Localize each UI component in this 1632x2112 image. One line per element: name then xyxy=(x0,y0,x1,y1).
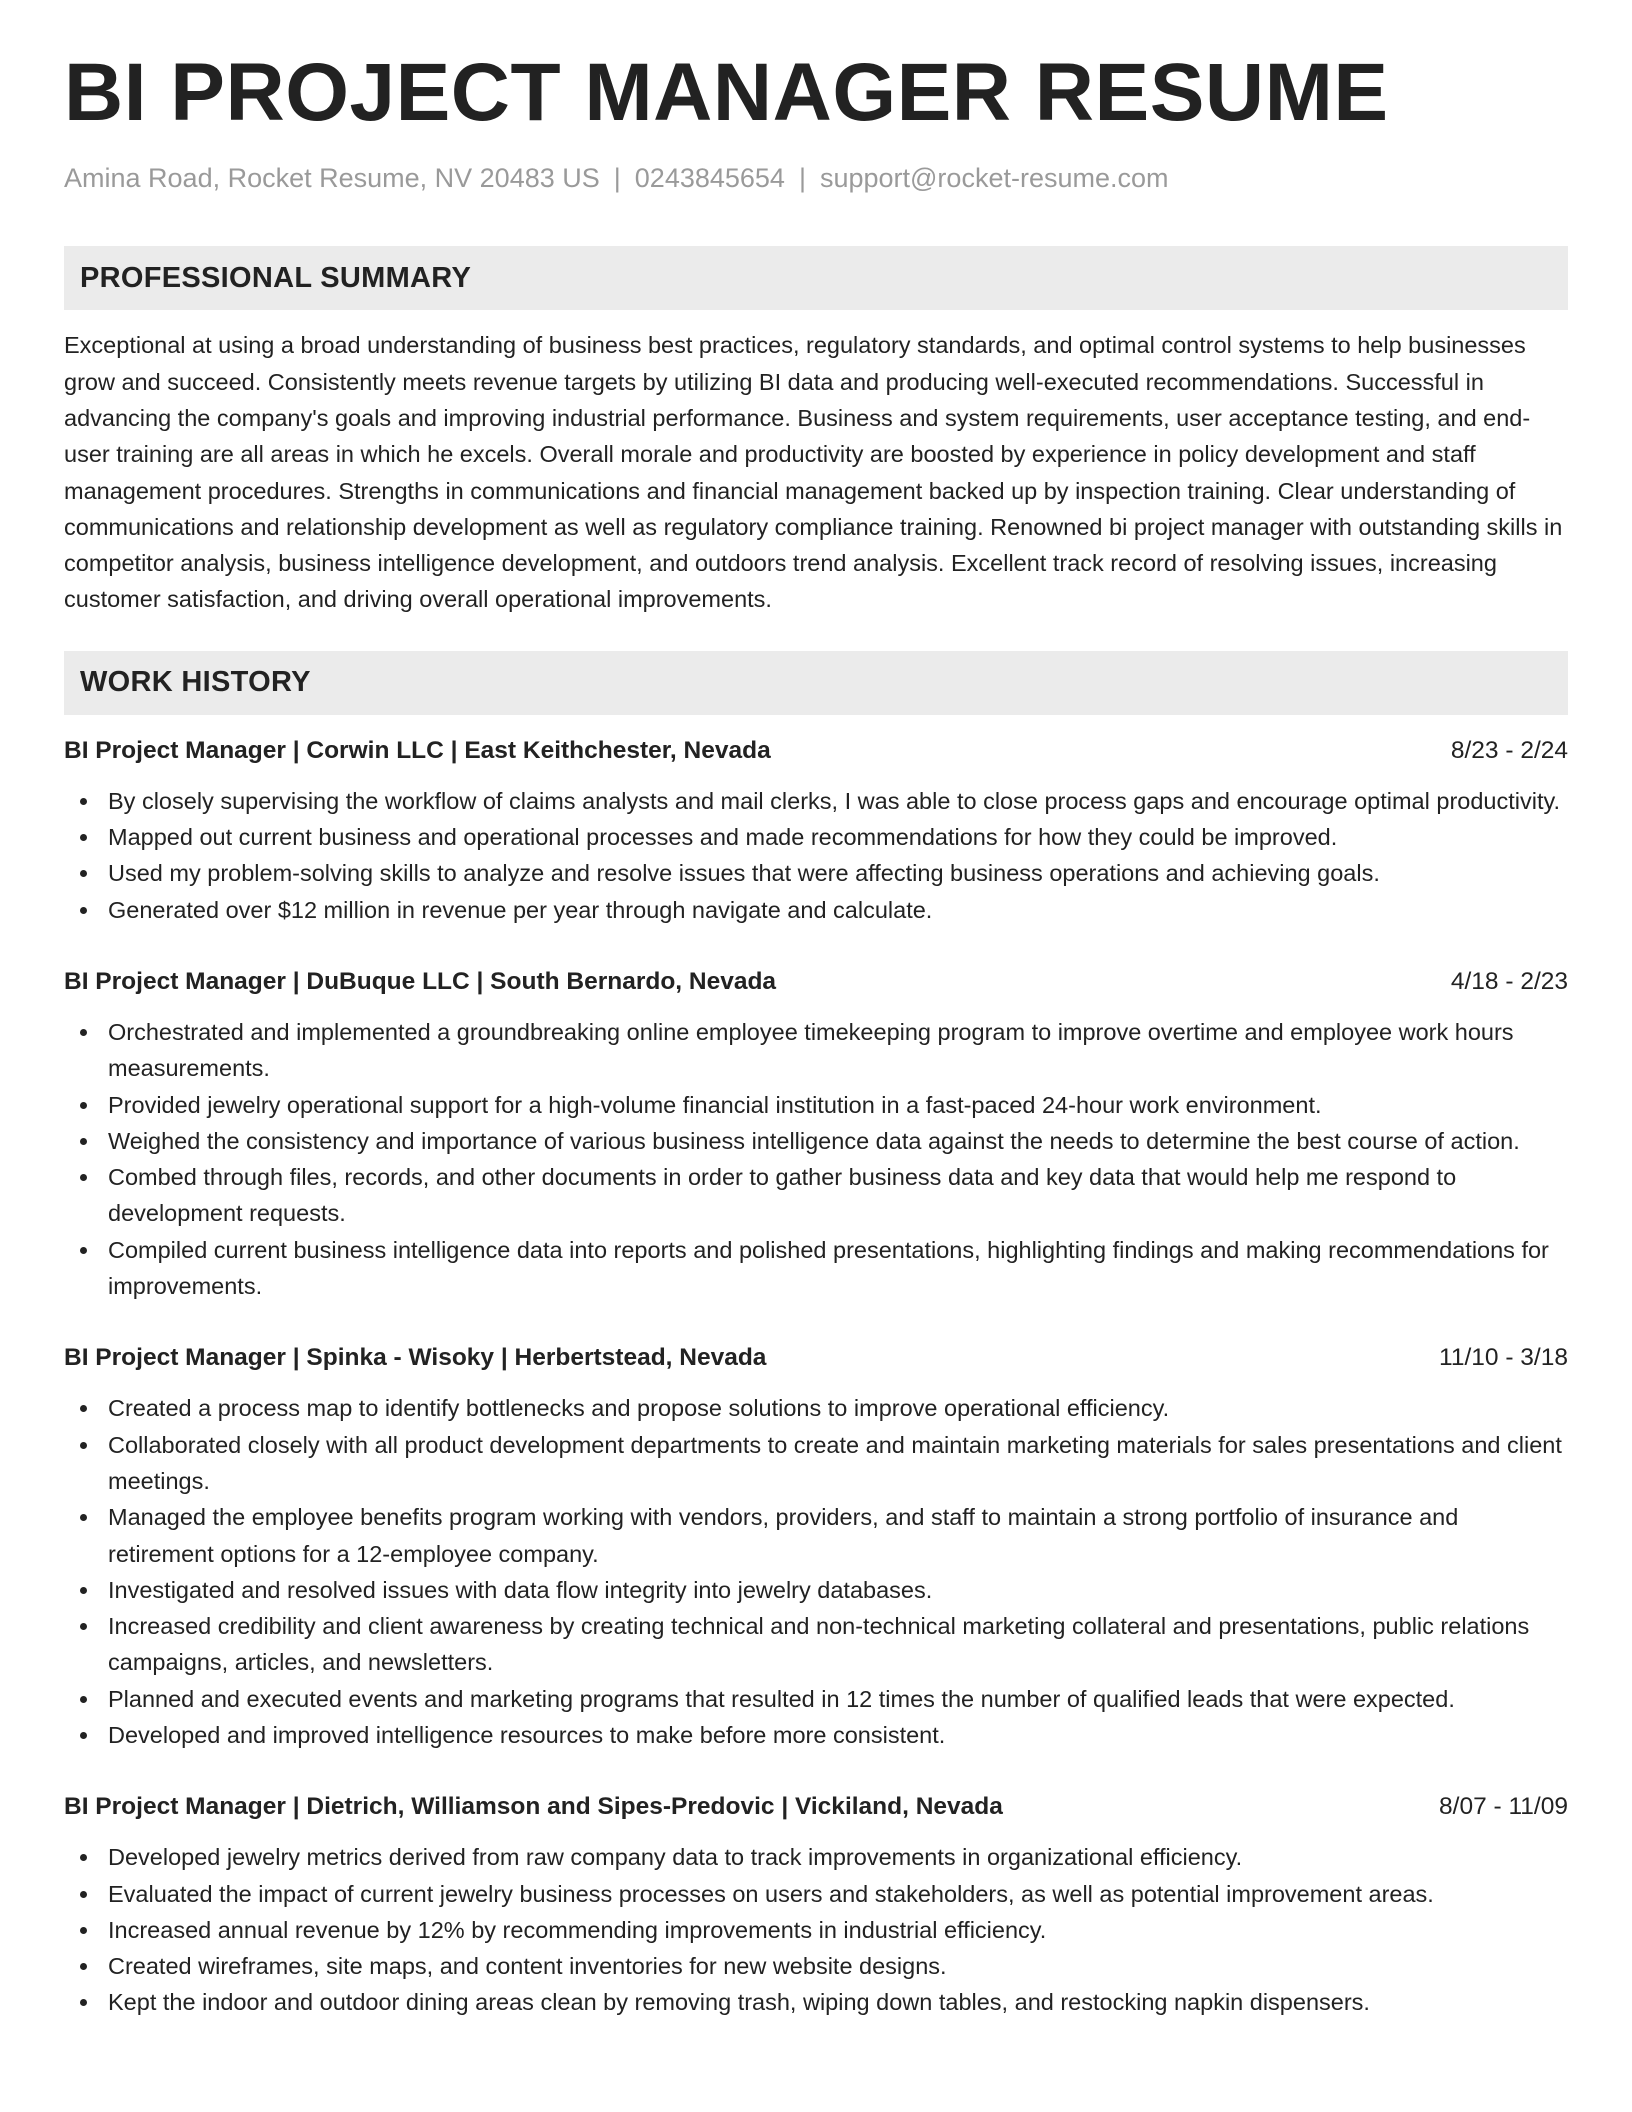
job-entry xyxy=(64,1791,1568,2020)
contact-address: Amina Road, Rocket Resume, NV 20483 US xyxy=(64,163,600,193)
resume-title: BI PROJECT MANAGER RESUME xyxy=(64,47,1389,138)
job-dates: 4/18 - 2/23 xyxy=(1450,967,1568,995)
summary-text: Exceptional at using a broad understanding of business best practices, regulatory standards, and optimal control systems to help businesses grow and succeed. Consistently meets revenue targets by utilizing BI data and producing well-executed recommendations. Successful in advancing the company's goals and improving industrial performance. Business and system requirements, user acceptance testing, and end-user training are all areas in which he excels. Overall morale and productivity are boosted by experience in policy development and staff management procedures. Strengths in communications and financial management backed up by inspection training. Clear understanding of communications and relationship development as well as regulatory compliance training. Renowned bi project manager with outstanding skills in competitor analysis, business intelligence development, and outdoors trend analysis. Excellent track record of resolving issues, increasing customer satisfaction, and driving overall operational improvements. xyxy=(64,332,1563,613)
job-bullet: Combed through files, records, and other documents in order to gather business data and key data that would help me respond to development requests. xyxy=(64,1159,1568,1232)
job-bullet: Created a process map to identify bottlenecks and propose solutions to improve operational efficiency. xyxy=(64,1390,1568,1426)
job-bullet: Managed the employee benefits program working with vendors, providers, and staff to maintain a strong portfolio of insurance and retirement options for a 12-employee company. xyxy=(64,1499,1568,1572)
section-header-summary: PROFESSIONAL SUMMARY xyxy=(64,246,1568,310)
job-header xyxy=(64,1342,1568,1374)
job-bullet: Collaborated closely with all product development departments to create and maintain marketing materials for sales presentations and client meetings. xyxy=(64,1427,1568,1500)
job-bullet: Planned and executed events and marketing programs that resulted in 12 times the number of qualified leads that were expected. xyxy=(64,1681,1568,1717)
job-bullet: Increased credibility and client awareness by creating technical and non-technical marketing collateral and presentations, public relations campaigns, articles, and newsletters. xyxy=(64,1608,1568,1681)
job-bullet: Generated over $12 million in revenue per year through navigate and calculate. xyxy=(64,892,1568,928)
job-bullet: By closely supervising the workflow of claims analysts and mail clerks, I was able to close process gaps and encourage optimal productivity. xyxy=(64,783,1568,819)
job-bullet: Kept the indoor and outdoor dining areas clean by removing trash, wiping down tables, and restocking napkin dispensers. xyxy=(64,1984,1568,2020)
job-bullet: Developed jewelry metrics derived from raw company data to track improvements in organizational efficiency. xyxy=(64,1839,1568,1875)
job-title: BI Project Manager | Corwin LLC | East Keithchester, Nevada xyxy=(64,736,771,764)
job-bullet: Evaluated the impact of current jewelry business processes on users and stakeholders, as well as potential improvement areas. xyxy=(64,1876,1568,1912)
job-bullet: Created wireframes, site maps, and content inventories for new website designs. xyxy=(64,1948,1568,1984)
job-entry xyxy=(64,1342,1568,1753)
contact-separator: | xyxy=(798,163,806,193)
job-bullet: Orchestrated and implemented a groundbreaking online employee timekeeping program to improve overtime and employee work hours measurements. xyxy=(64,1014,1568,1087)
work-history-list xyxy=(64,735,1568,2021)
contact-separator: | xyxy=(613,163,621,193)
job-bullets xyxy=(64,1839,1568,2020)
job-bullet: Investigated and resolved issues with data flow integrity into jewelry databases. xyxy=(64,1572,1568,1608)
contact-email: support@rocket-resume.com xyxy=(819,163,1169,193)
job-bullet: Provided jewelry operational support for a high-volume financial institution in a fast-paced 24-hour work environment. xyxy=(64,1087,1568,1123)
job-header xyxy=(64,735,1568,767)
job-header xyxy=(64,966,1568,998)
job-bullets xyxy=(64,1014,1568,1304)
job-bullet: Increased annual revenue by 12% by recommending improvements in industrial efficiency. xyxy=(64,1912,1568,1948)
job-bullet: Weighed the consistency and importance of various business intelligence data against the needs to determine the best course of action. xyxy=(64,1123,1568,1159)
contact-line xyxy=(64,162,1568,194)
section-header-work-history: WORK HISTORY xyxy=(64,651,1568,715)
job-bullet: Mapped out current business and operational processes and made recommendations for how they could be improved. xyxy=(64,819,1568,855)
job-bullet: Used my problem-solving skills to analyze and resolve issues that were affecting business operations and achieving goals. xyxy=(64,855,1568,891)
job-bullets xyxy=(64,1390,1568,1753)
job-bullet: Developed and improved intelligence resources to make before more consistent. xyxy=(64,1717,1568,1753)
job-entry xyxy=(64,966,1568,1304)
job-header xyxy=(64,1791,1568,1823)
job-bullets xyxy=(64,783,1568,928)
job-entry xyxy=(64,735,1568,928)
job-bullet: Compiled current business intelligence data into reports and polished presentations, highlighting findings and making recommendations for improvements. xyxy=(64,1232,1568,1305)
job-dates: 11/10 - 3/18 xyxy=(1439,1344,1568,1372)
job-title: BI Project Manager | Spinka - Wisoky | Herbertstead, Nevada xyxy=(64,1344,767,1372)
contact-phone: 0243845654 xyxy=(634,163,785,193)
job-dates: 8/23 - 2/24 xyxy=(1450,736,1568,764)
job-dates: 8/07 - 11/09 xyxy=(1439,1793,1568,1821)
job-title: BI Project Manager | Dietrich, Williamson and Sipes-Predovic | Vickiland, Nevada xyxy=(64,1793,1003,1821)
job-title: BI Project Manager | DuBuque LLC | South Bernardo, Nevada xyxy=(64,967,777,995)
